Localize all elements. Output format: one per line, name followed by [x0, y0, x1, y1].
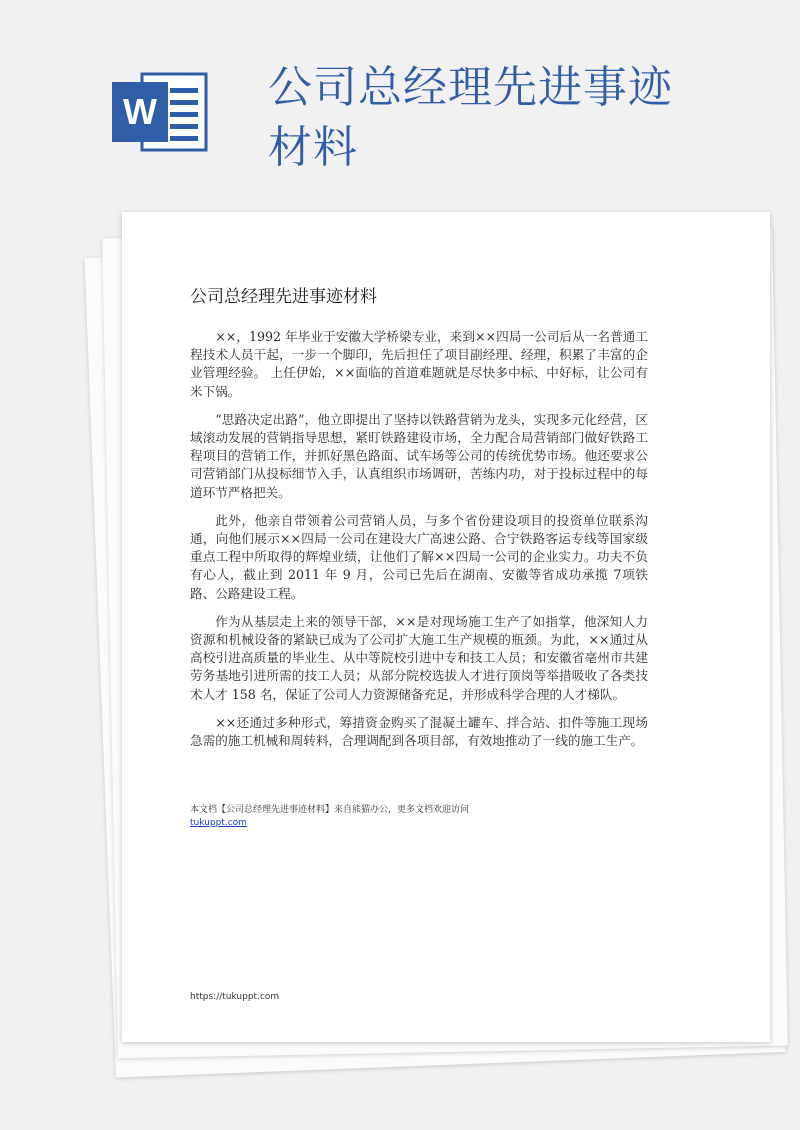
source-link[interactable]: tukuppt.com	[190, 818, 247, 828]
paragraph: 此外，他亲自带领着公司营销人员，与多个省份建设项目的投资单位联系沟通，向他们展示××四局一公司在建设大广高速公路、合宁铁路客运专线等国家级重点工程中所取得的辉煌业绩，让他们了解××四局一公司的企业实力。功夫不负有心人，截止到 2011 年 9 月，公司已先后在湖南、安徽等省成功承揽 7项铁路、公路建设工程。	[190, 512, 648, 601]
banner-title: 公司总经理先进事迹材料	[268, 62, 673, 173]
source-note	[190, 804, 650, 830]
document-body	[190, 328, 648, 760]
paragraph: ××，1992 年毕业于安徽大学桥梁专业，来到××四局一公司后从一名普通工程技术人员干起，一步一个脚印，先后担任了项目副经理、经理，积累了丰富的企业管理经验。 上任伊始，××面临的首道难题就是尽快多中标、中好标，让公司有米下锅。	[190, 329, 648, 399]
page-footer-url[interactable]: https://tukuppt.com	[190, 992, 280, 1002]
source-note-text: 本文档【公司总经理先进事迹材料】来自熊猫办公，更多文档欢迎访问	[190, 805, 470, 815]
word-document-icon	[112, 68, 208, 156]
paragraph: “思路决定出路”，他立即提出了坚持以铁路营销为龙头，实现多元化经营，区域滚动发展的营销指导思想，紧盯铁路建设市场，全力配合局营销部门做好铁路工程项目的营销工作，并抓好黑色路面、试车场等公司的传统优势市场。他还要求公司营销部门从投标细节入手，认真组织市场调研，苦练内功，对于投标过程中的每道环节严格把关。	[190, 411, 648, 500]
paragraph: ××还通过多种形式，筹措资金购买了混凝土罐车、拌合站、扣件等施工现场急需的施工机械和周转料，合理调配到各项目部，有效地推动了一线的施工生产。	[190, 714, 648, 749]
word-logo-letter: W	[123, 91, 157, 132]
document-title: 公司总经理先进事迹材料	[190, 287, 377, 307]
paragraph: 作为从基层走上来的领导干部，××是对现场施工生产了如指掌，他深知人力资源和机械设备的紧缺已成为了公司扩大施工生产规模的瓶颈。为此，××通过从高校引进高质量的毕业生、从中等院校引进中专和技工人员；和安徽省亳州市共建劳务基地引进所需的技工人员；从部分院校选拔人才进行顶岗等举措吸收了各类技术人才 158 名，保证了公司人力资源储备充足，并形成科学合理的人才梯队。	[190, 613, 648, 702]
document-page	[122, 212, 770, 1042]
